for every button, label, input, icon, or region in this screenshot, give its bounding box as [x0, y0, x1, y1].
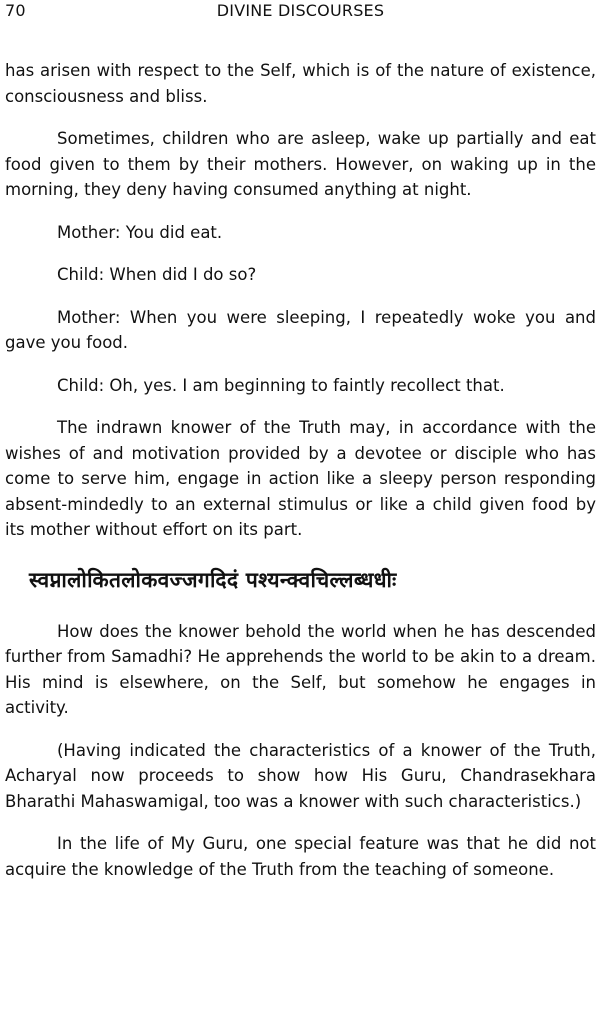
running-head	[5, 0, 596, 26]
paragraph-samadhi: How does the knower behold the world when he has descended further from Samadhi? He apprehends the world to be akin to a dream. His mind is elsewhere, on the Self, but somehow he engages in activity.	[5, 621, 596, 717]
dialogue-mother-1: Mother: You did eat.	[57, 222, 223, 242]
paragraph-indrawn-knower: The indrawn knower of the Truth may, in accordance with the wishes of and motivation provided by a devotee or disciple who has come to serve him, engage in action like a sleepy person responding absent-mindedly to an external stimulus or like a child given food by its mother without effort on its part.	[5, 418, 596, 539]
dialogue-child-2: Child: Oh, yes. I am beginning to faintly recollect that.	[57, 375, 505, 395]
paragraph-children-asleep: Sometimes, children who are asleep, wake up partially and eat food given to them by their mothers. However, on waking up in the morning, they deny having consumed anything at night.	[5, 129, 596, 199]
running-title: DIVINE DISCOURSES	[216, 1, 385, 20]
dialogue-child-1: Child: When did I do so?	[57, 265, 257, 284]
paragraph-characteristics: (Having indicated the characteristics of a knower of the Truth, Acharyal now proceeds to show how His Guru, Chandrasekhara Bharathi Mahaswamigal, too was a knower with such characteristics.)	[5, 740, 596, 811]
paragraph-continuation: has arisen with respect to the Self, which is of the nature of existence, consciousness and bliss.	[5, 61, 596, 106]
sanskrit-verse: स्वप्नालोकितलोकवज्जगदिदं पश्यन्क्वचिल्लब्धधीः	[29, 567, 397, 592]
page-number: 70	[5, 1, 26, 20]
paragraph-guru: In the life of My Guru, one special feature was that he did not acquire the knowledge of the Truth from the teaching of someone.	[5, 834, 596, 879]
body-text	[5, 58, 596, 882]
dialogue-mother-2: Mother: When you were sleeping, I repeatedly woke you and gave you food.	[5, 307, 596, 352]
